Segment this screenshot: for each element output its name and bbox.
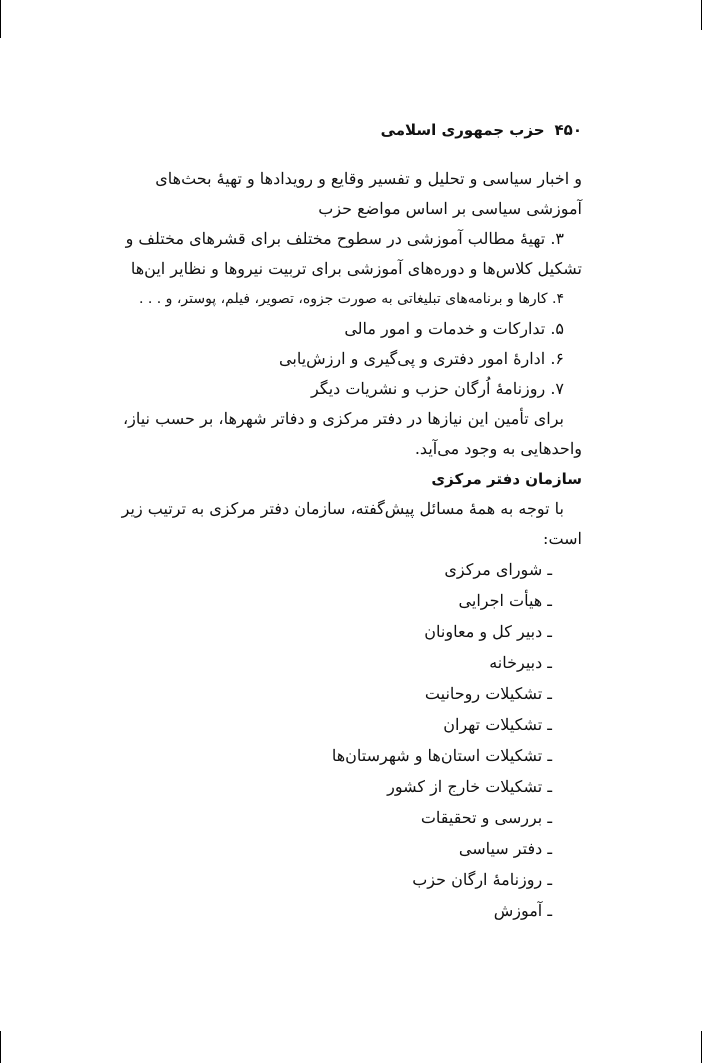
paragraph-line: و اخبار سیاسی و تحلیل و تفسیر وقایع و رویدادها و تهیهٔ بحث‌های: [155, 169, 582, 188]
section-heading: سازمان دفتر مرکزی: [431, 470, 582, 488]
paragraph-line: است:: [543, 529, 582, 548]
paragraph-line: برای تأمین این نیازها در دفتر مرکزی و دفاتر شهرها، بر حسب نیاز،: [122, 409, 564, 428]
list-item-5: ۵. تدارکات و خدمات و امور مالی: [344, 319, 564, 338]
list-item: ـ تشکیلات تهران: [443, 715, 552, 734]
running-title: حزب جمهوری اسلامی: [380, 121, 545, 139]
list-item: ـ شورای مرکزی: [444, 560, 552, 579]
crop-mark-bottom-right-v: [701, 1031, 702, 1063]
list-item-3: ۳. تهیهٔ مطالب آموزشی در سطوح مختلف برای قشرهای مختلف و: [125, 229, 564, 248]
list-item-4: ۴. کارها و برنامه‌های تبلیغاتی به صورت جزوه، تصویر، فیلم، پوستر، و . . .: [138, 291, 564, 307]
paragraph-line: آموزشی سیاسی بر اساس مواضع حزب: [318, 199, 582, 218]
list-item: ـ دبیر کل و معاونان: [424, 622, 552, 641]
list-item: ـ تشکیلات روحانیت: [424, 684, 552, 703]
crop-mark-top-left-v: [0, 0, 1, 38]
paragraph-line: با توجه به همهٔ مسائل پیش‌گفته، سازمان دفتر مرکزی به ترتیب زیر: [121, 499, 564, 518]
running-header: [112, 118, 582, 142]
list-item: ـ بررسی و تحقیقات: [420, 808, 552, 827]
list-item-3-cont: تشکیل کلاس‌ها و دوره‌های آموزشی برای تربیت نیروها و نظایر این‌ها: [130, 259, 582, 278]
org-list: [112, 554, 582, 926]
list-item: ـ هیأت اجرایی: [458, 591, 552, 610]
crop-mark-bottom-left-v: [0, 1031, 1, 1063]
book-page: [112, 118, 582, 926]
list-item: ـ تشکیلات خارج از کشور: [387, 777, 552, 796]
list-item: ـ آموزش: [493, 901, 552, 920]
list-item: ـ دفتر سیاسی: [458, 839, 552, 858]
paragraph-line: واحدهایی به وجود می‌آید.: [414, 439, 582, 458]
list-item-7: ۷. روزنامهٔ اُرگان حزب و نشریات دیگر: [311, 379, 564, 398]
list-item: ـ روزنامهٔ ارگان حزب: [412, 870, 552, 889]
list-item: ـ دبیرخانه: [489, 653, 552, 672]
crop-mark-top-right-v: [701, 0, 702, 30]
list-item: ـ تشکیلات استان‌ها و شهرستان‌ها: [331, 746, 552, 765]
page-number: ۴۵۰: [554, 121, 582, 139]
list-item-6: ۶. ادارهٔ امور دفتری و پی‌گیری و ارزش‌یابی: [279, 349, 564, 368]
